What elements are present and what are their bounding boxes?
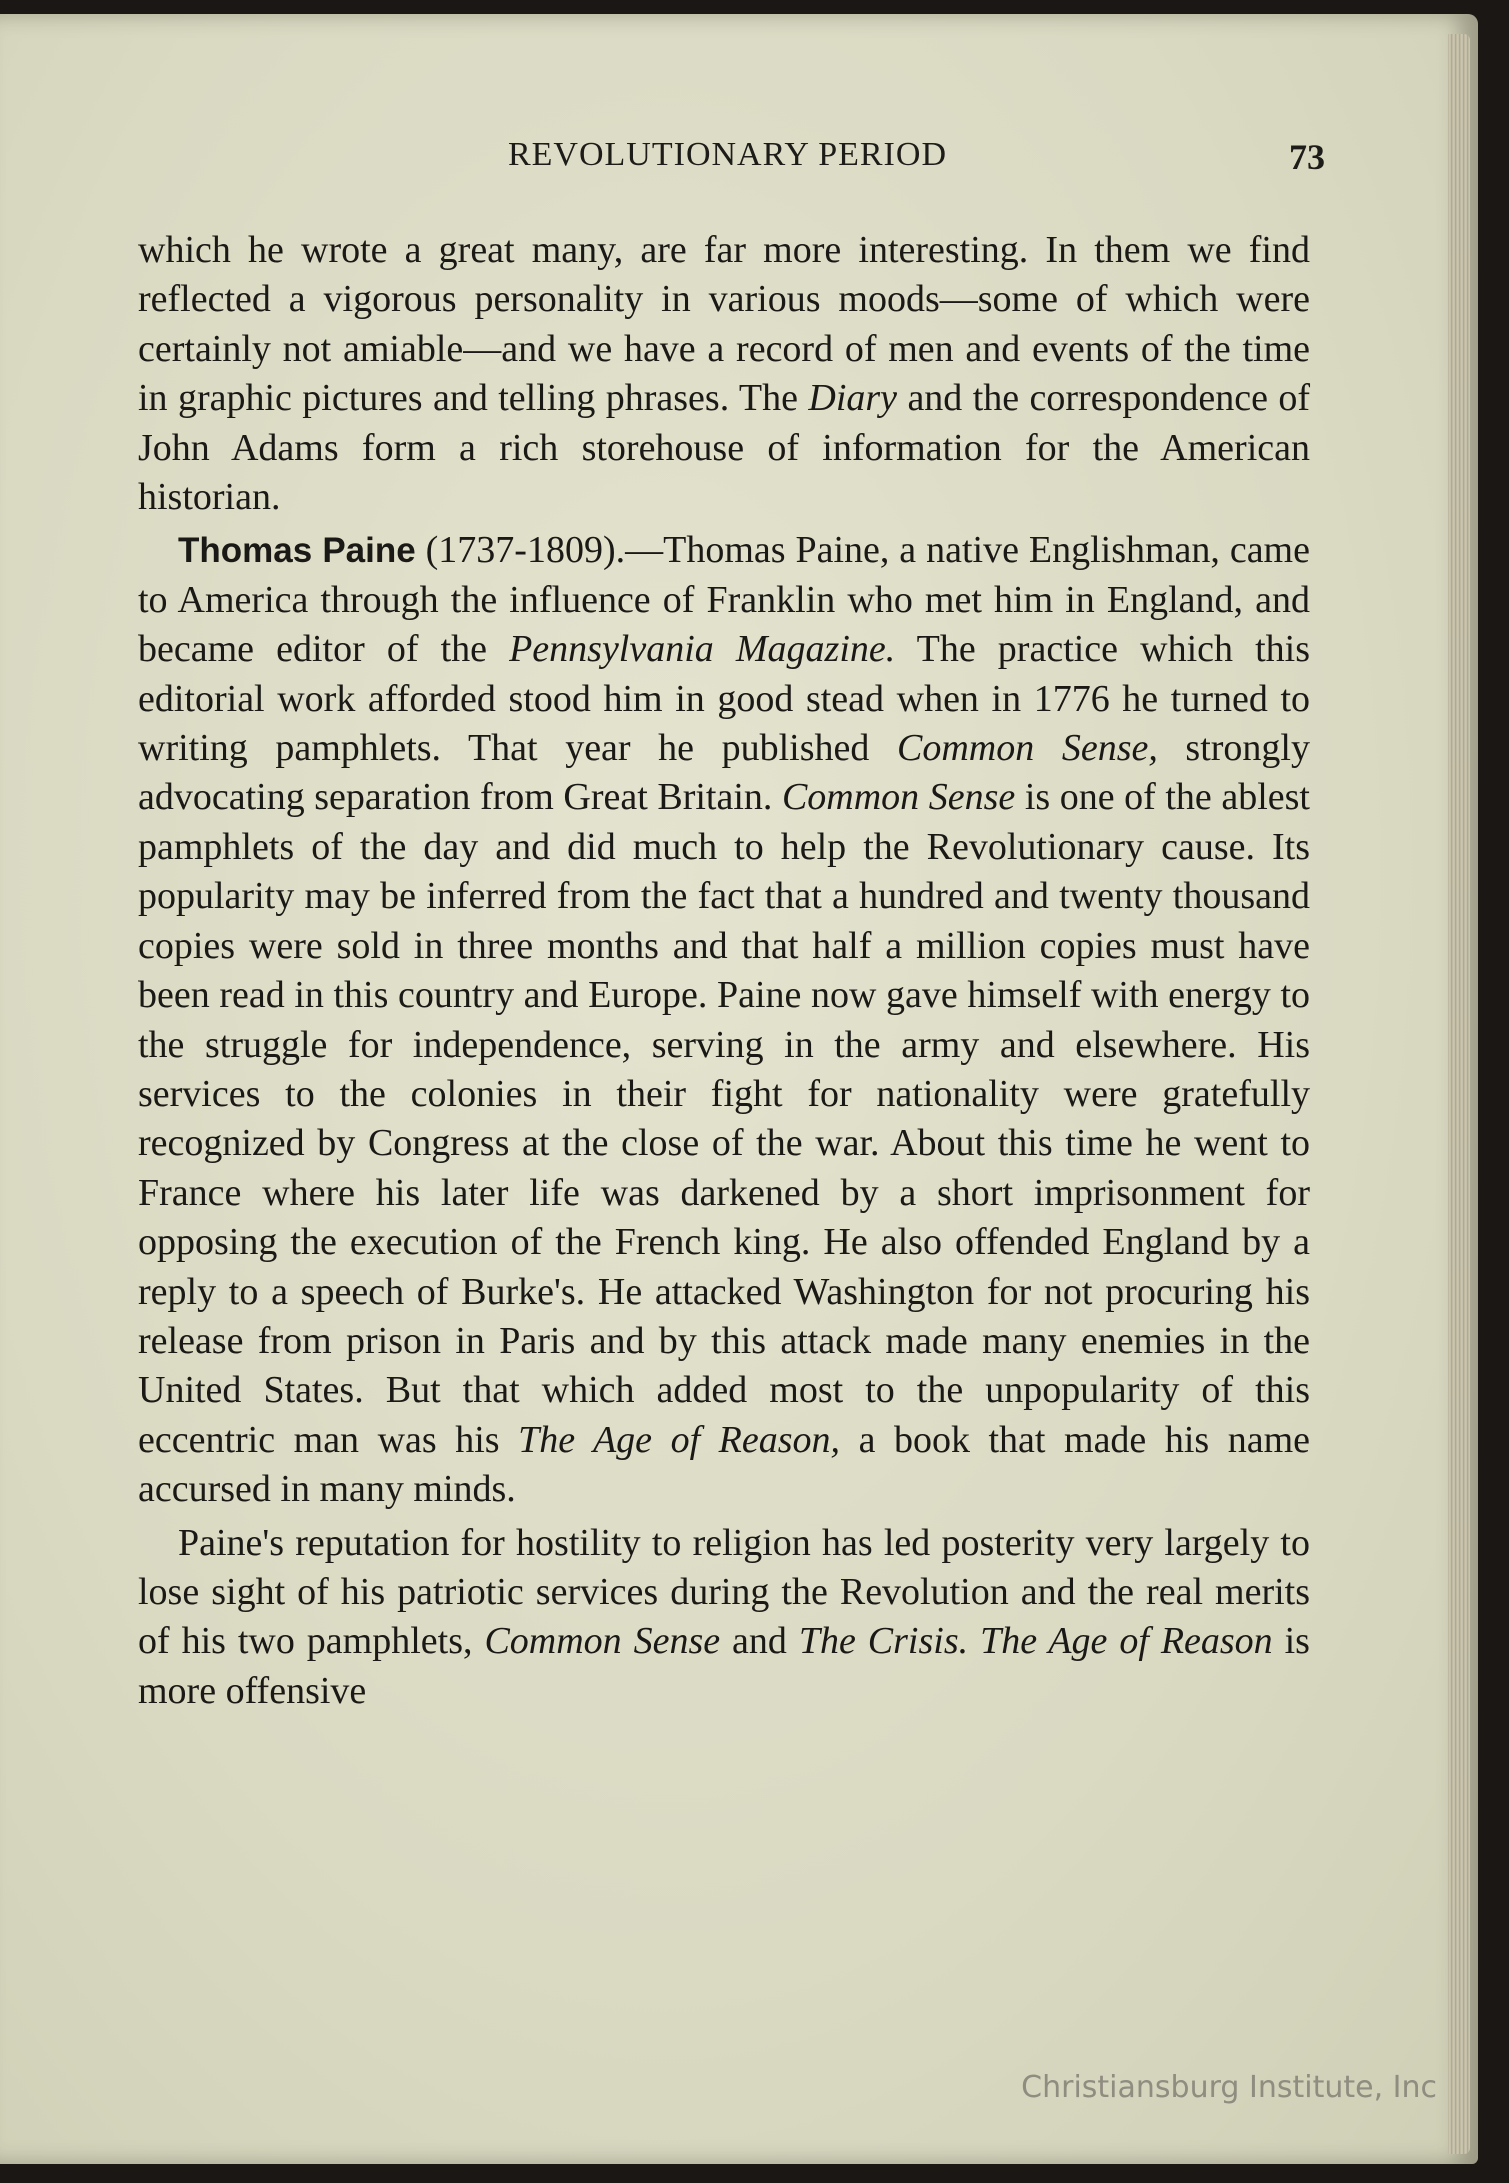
italic-title: Common Sense,: [897, 727, 1158, 770]
section-heading: Thomas Paine: [178, 531, 416, 571]
paragraph-text: (1737-1809).—Thomas Paine, a native Englishman, came to America through the influence of Franklin who met him in England, and became editor of the: [138, 529, 1310, 671]
page-number: 73: [1289, 137, 1325, 177]
paragraph-text: Paine's reputation for hostility to religion has led posterity very largely to lose sight of his patriotic services during the Revolution and the real merits of his two pamphlets,: [138, 1521, 1310, 1663]
book-page: [0, 14, 1478, 2164]
italic-title: Common Sense: [781, 776, 1016, 819]
italic-title: The Age of Reason: [980, 1620, 1273, 1663]
italic-title: The Age of Reason,: [518, 1418, 841, 1461]
page-edge: [1448, 34, 1470, 2154]
italic-title: Diary: [808, 377, 898, 420]
paragraph-text: and the correspondence of John Adams form a rich storehouse of information for the American historian.: [138, 377, 1311, 519]
paragraph-text: a book that made his name accursed in many minds.: [138, 1418, 1310, 1511]
paragraph-1: [138, 226, 1310, 522]
paragraph-text: which he wrote a great many, are far more interesting. In them we find reflected a vigorous personality in various moods—some of which were certainly not amiable—and we have a record of men and events of the time in graphic pictures and telling phrases. The: [138, 229, 1310, 420]
watermark: Christiansburg Institute, Inc: [1021, 2070, 1437, 2105]
paragraph-text: is more offensive: [138, 1620, 1310, 1712]
running-title: REVOLUTIONARY PERIOD: [507, 136, 947, 173]
paragraph-text: strongly advocating separation from Great Britain.: [138, 727, 1310, 819]
body-text: [138, 226, 1310, 1716]
italic-title: Pennsylvania Magazine.: [509, 628, 896, 671]
paragraph-text: and: [720, 1620, 799, 1663]
italic-title: Common Sense: [484, 1620, 721, 1663]
paragraph-3: [138, 1519, 1310, 1717]
paragraph-text: The practice which this editorial work afforded stood him in good stead when in 1776 he turned to writing pamphlets. That year he published: [138, 628, 1310, 770]
paragraph-text: [968, 1620, 980, 1662]
paragraph-text: is one of the ablest pamphlets of the day and did much to help the Revolutionary cause. Its popularity may be inferred from the fact that a hundred and twenty thousand copies were sold in three months and that half a million copies must have been read in this country and Europe. Paine now gave himself with energy to the struggle for independence, serving in the army and elsewhere. His services to the colonies in their fight for nationality were gratefully recognized by Congress at the close of the war. About this time he went to France where his later life was darkened by a short imprisonment for opposing the execution of the French king. He also offended England by a reply to a speech of Burke's. He attacked Washington for not procuring his release from prison in Paris and by this attack made many enemies in the United States. But that which added most to the unpopularity of this eccentric man was his: [138, 776, 1310, 1461]
italic-title: The Crisis.: [798, 1620, 969, 1663]
paragraph-2: [138, 526, 1310, 1514]
page-header: [130, 136, 1325, 186]
